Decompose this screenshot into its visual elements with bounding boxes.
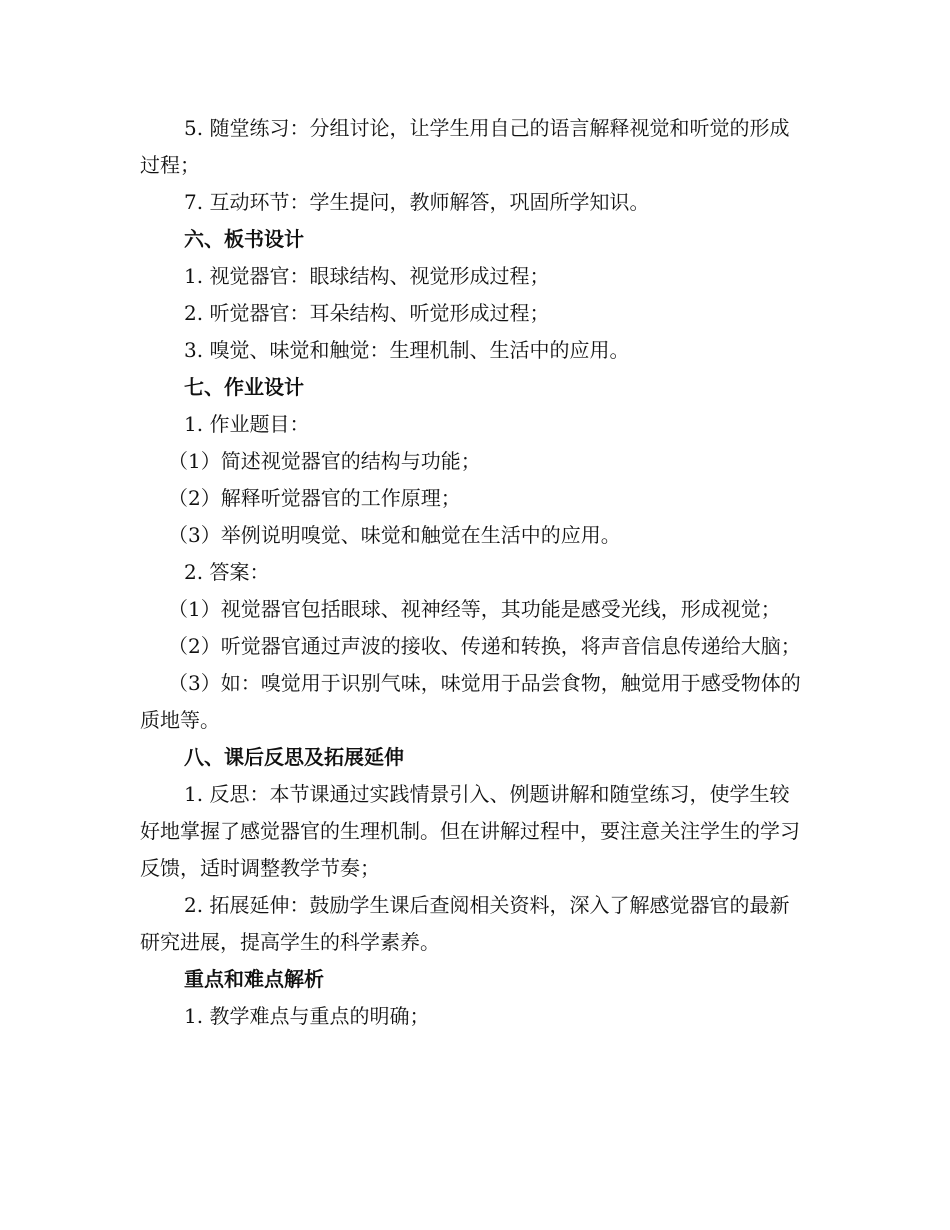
homework-answers-label: 2. 答案：	[184, 560, 270, 584]
homework-question-1: （1）简述视觉器官的结构与功能；	[168, 449, 481, 473]
heading-reflection: 八、课后反思及拓展延伸	[184, 745, 404, 769]
homework-questions-label: 1. 作业题目：	[184, 412, 310, 436]
homework-question-3: （3）举例说明嗅觉、味觉和触觉在生活中的应用。	[168, 523, 621, 547]
homework-question-2: （2）解释听觉器官的工作原理；	[168, 486, 461, 510]
extension-paragraph: 2. 拓展延伸：鼓励学生课后查阅相关资料，深入了解感觉器官的最新研究进展，提高学生的科学素养。	[140, 893, 790, 954]
heading-key-points: 重点和难点解析	[184, 967, 324, 991]
board-item-3: 3. 嗅觉、味觉和触觉：生理机制、生活中的应用。	[184, 338, 630, 362]
document-body	[140, 110, 805, 1035]
board-item-1: 1. 视觉器官：眼球结构、视觉形成过程；	[184, 264, 550, 288]
paragraph-interaction: 7. 互动环节：学生提问，教师解答，巩固所学知识。	[184, 190, 650, 214]
heading-homework-design: 七、作业设计	[184, 375, 304, 399]
homework-answer-1: （1）视觉器官包括眼球、视神经等，其功能是感受光线，形成视觉；	[168, 597, 781, 621]
reflection-paragraph: 1. 反思：本节课通过实践情景引入、例题讲解和随堂练习，使学生较好地掌握了感觉器官的生理机制。但在讲解过程中，要注意关注学生的学习反馈，适时调整教学节奏；	[140, 782, 800, 880]
board-item-2: 2. 听觉器官：耳朵结构、听觉形成过程；	[184, 301, 550, 325]
paragraph-practice: 5. 随堂练习：分组讨论，让学生用自己的语言解释视觉和听觉的形成过程；	[140, 116, 790, 177]
homework-answer-3: （3）如：嗅觉用于识别气味，味觉用于品尝食物，触觉用于感受物体的质地等。	[140, 671, 801, 732]
key-point-1: 1. 教学难点与重点的明确；	[184, 1004, 430, 1028]
heading-board-design: 六、板书设计	[184, 227, 304, 251]
homework-answer-2: （2）听觉器官通过声波的接收、传递和转换，将声音信息传递给大脑；	[168, 634, 801, 658]
